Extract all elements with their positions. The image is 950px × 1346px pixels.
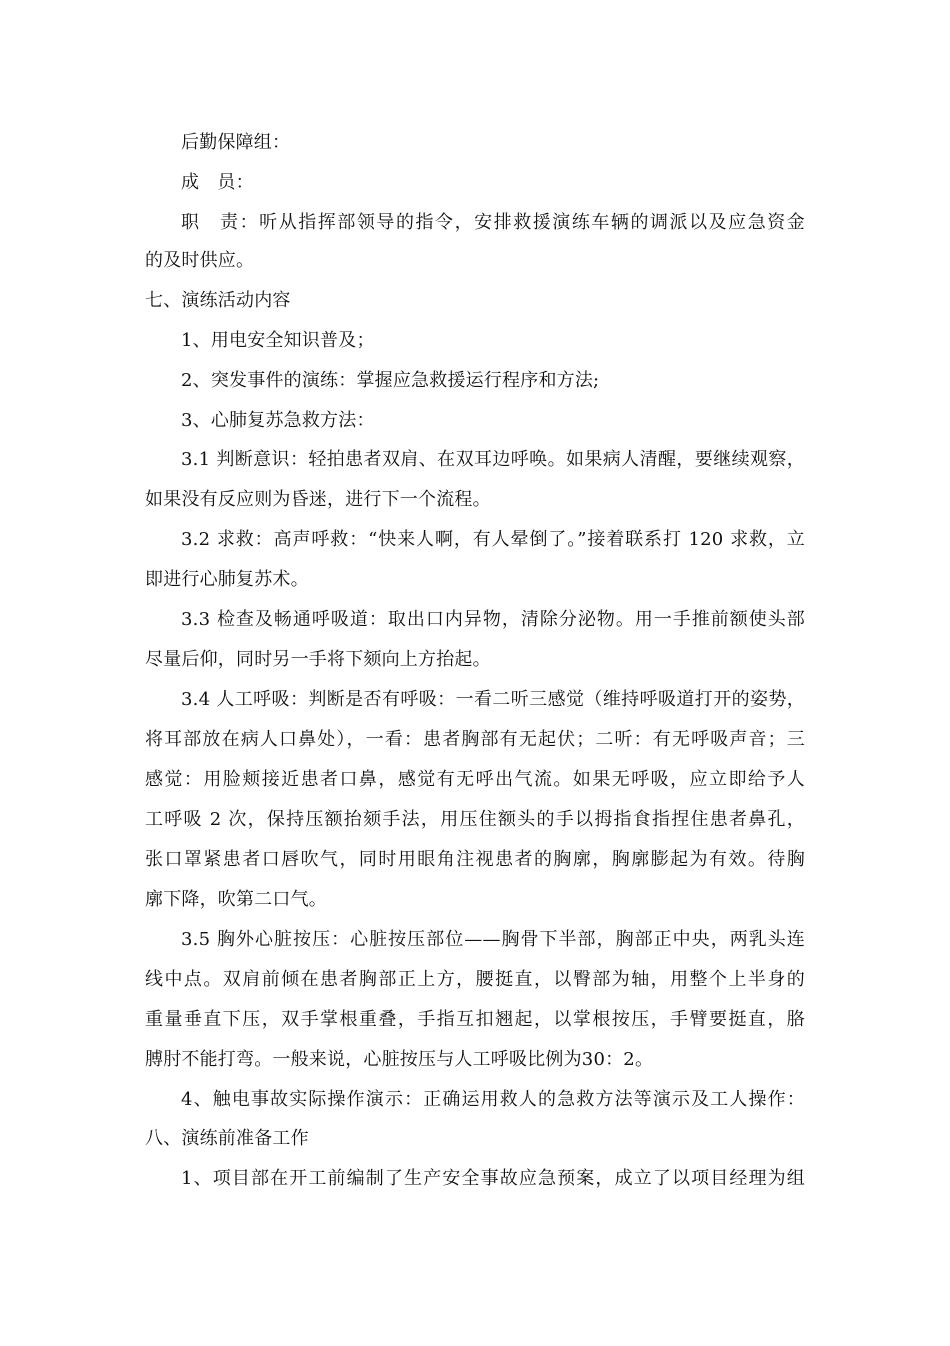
para-3-3-line-2: 尽量后仰，同时另一手将下颏向上方抬起。 xyxy=(145,649,491,670)
para-3-3-line-1: 3.3 检查及畅通呼吸道：取出口内异物，清除分泌物。用一手推前额使头部 xyxy=(181,609,805,630)
line-logistics-group: 后勤保障组： xyxy=(181,132,291,153)
para-3-5-line-1: 3.5 胸外心脏按压：心脏按压部位——胸骨下半部，胸部正中央，两乳头连 xyxy=(181,929,805,950)
para-3-4-line-1: 3.4 人工呼吸：判断是否有呼吸：一看二听三感觉（维持呼吸道打开的姿势， xyxy=(181,689,805,710)
line-duties-cont: 的及时供应。 xyxy=(145,250,255,271)
line-duties: 职 责：听从指挥部领导的指令，安排救援演练车辆的调派以及应急资金 xyxy=(181,212,805,233)
para-3-1-line-2: 如果没有反应则为昏迷，进行下一个流程。 xyxy=(145,489,491,510)
para-3-5-line-2: 线中点。双肩前倾在患者胸部正上方，腰挺直，以臀部为轴，用整个上半身的 xyxy=(145,969,805,990)
para-3-4-line-5: 张口罩紧患者口唇吹气，同时用眼角注视患者的胸廓，胸廓膨起为有效。待胸 xyxy=(145,849,805,870)
heading-section-7: 七、演练活动内容 xyxy=(145,290,291,311)
para-3-2-line-1: 3.2 求救：高声呼救：“快来人啊，有人晕倒了。”接着联系打 120 求救，立 xyxy=(181,529,805,550)
para-3-5-line-3: 重量垂直下压，双手掌根重叠，手指互扣翘起，以掌根按压，手臂要挺直，胳 xyxy=(145,1009,805,1030)
para-8-1-line-1: 1、项目部在开工前编制了生产安全事故应急预案，成立了以项目经理为组 xyxy=(181,1168,805,1189)
line-members: 成 员： xyxy=(181,172,254,193)
para-3-2-line-2: 即进行心肺复苏术。 xyxy=(145,569,309,590)
list-item-1: 1、用电安全知识普及； xyxy=(181,330,375,351)
list-item-4: 4、触电事故实际操作演示：正确运用救人的急救方法等演示及工人操作： xyxy=(181,1089,805,1110)
para-3-4-line-6: 廓下降，吹第二口气。 xyxy=(145,889,327,910)
para-3-4-line-4: 工呼吸 2 次，保持压额抬颏手法，用压住额头的手以拇指食指捏住患者鼻孔， xyxy=(145,809,805,830)
list-item-2: 2、突发事件的演练：掌握应急救援运行程序和方法; xyxy=(181,370,600,391)
list-item-3: 3、心肺复苏急救方法： xyxy=(181,410,375,431)
para-3-4-line-3: 感觉：用脸颊接近患者口鼻，感觉有无呼出气流。如果无呼吸，应立即给予人 xyxy=(145,769,805,790)
para-3-1-line-1: 3.1 判断意识：轻拍患者双肩、在双耳边呼唤。如果病人清醒，要继续观察， xyxy=(181,449,805,470)
para-3-4-line-2: 将耳部放在病人口鼻处），一看：患者胸部有无起伏；二听：有无呼吸声音；三 xyxy=(145,729,805,750)
heading-section-8: 八、演练前准备工作 xyxy=(145,1128,309,1149)
para-3-5-line-4: 膊肘不能打弯。一般来说，心脏按压与人工呼吸比例为30：2。 xyxy=(145,1049,654,1070)
